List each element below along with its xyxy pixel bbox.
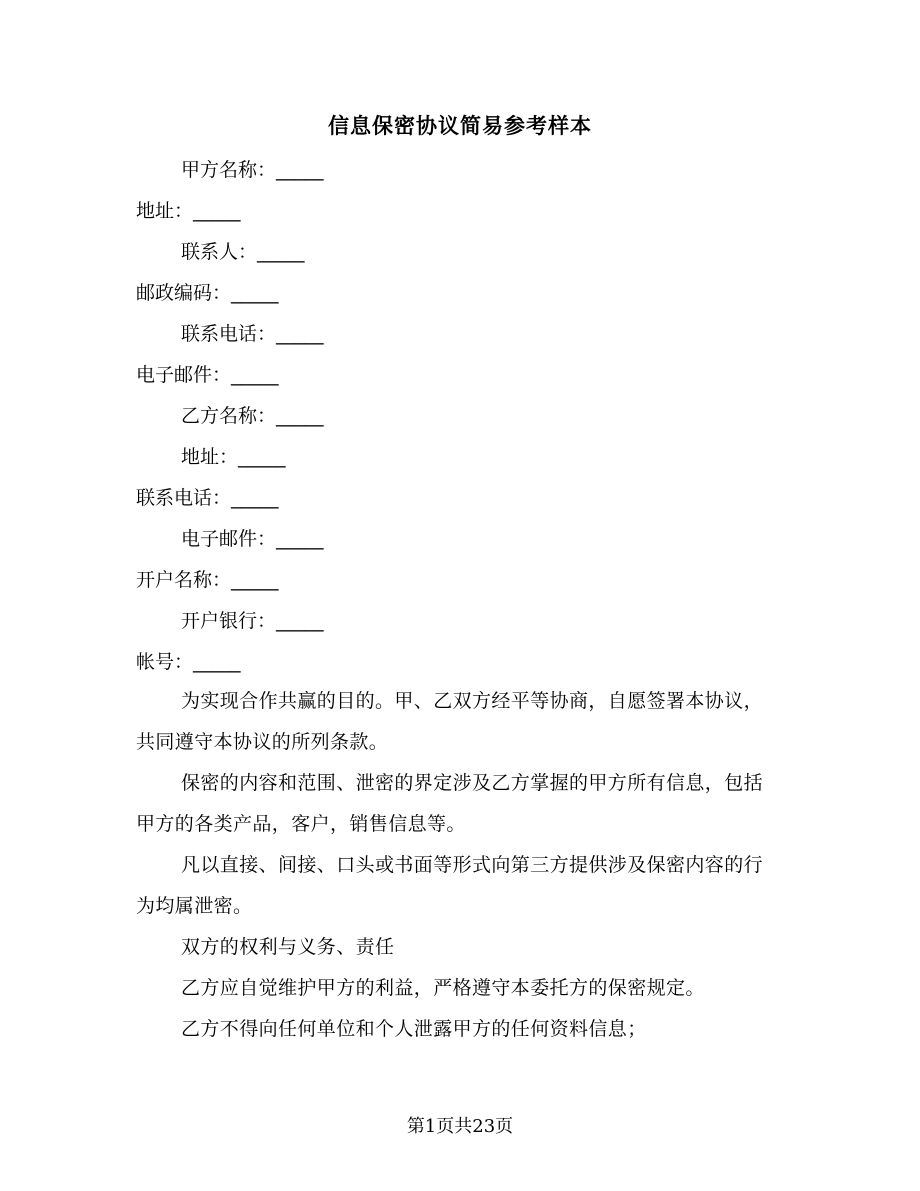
field-party-a-phone: 联系电话：_____ — [181, 323, 324, 345]
field-party-a-address: 地址：_____ — [136, 200, 241, 222]
field-bank: 开户银行：_____ — [181, 610, 324, 632]
field-account-name: 开户名称：_____ — [136, 569, 279, 591]
document-title: 信息保密协议简易参考样本 — [328, 114, 592, 138]
paragraph-purpose: 为实现合作共赢的目的。甲、乙双方经平等协商，自愿签署本协议，共同遵守本协议的所列条款。 — [136, 690, 764, 753]
field-account-number: 帐号：_____ — [136, 651, 241, 673]
paragraph-rights-heading: 双方的权利与义务、责任 — [181, 936, 395, 958]
field-party-b-address: 地址：_____ — [181, 446, 286, 468]
page-number: 第1页共23页 — [406, 1116, 514, 1137]
field-party-b-email: 电子邮件：_____ — [181, 528, 324, 550]
paragraph-obligation-2: 乙方不得向任何单位和个人泄露甲方的任何资料信息； — [181, 1018, 647, 1040]
field-party-b-phone: 联系电话：_____ — [136, 487, 279, 509]
field-party-b-name: 乙方名称：_____ — [181, 405, 324, 427]
paragraph-obligation-1: 乙方应自觉维护甲方的利益，严格遵守本委托方的保密规定。 — [181, 977, 705, 999]
field-party-a-contact: 联系人：_____ — [181, 241, 305, 263]
paragraph-scope: 保密的内容和范围、泄密的界定涉及乙方掌握的甲方所有信息，包括甲方的各类产品，客户，销售信息等。 — [136, 772, 764, 835]
paragraph-leak-definition: 凡以直接、间接、口头或书面等形式向第三方提供涉及保密内容的行为均属泄密。 — [136, 854, 764, 917]
field-party-a-name: 甲方名称：_____ — [181, 159, 324, 181]
field-party-a-postcode: 邮政编码：_____ — [136, 282, 279, 304]
field-party-a-email: 电子邮件：_____ — [136, 364, 279, 386]
